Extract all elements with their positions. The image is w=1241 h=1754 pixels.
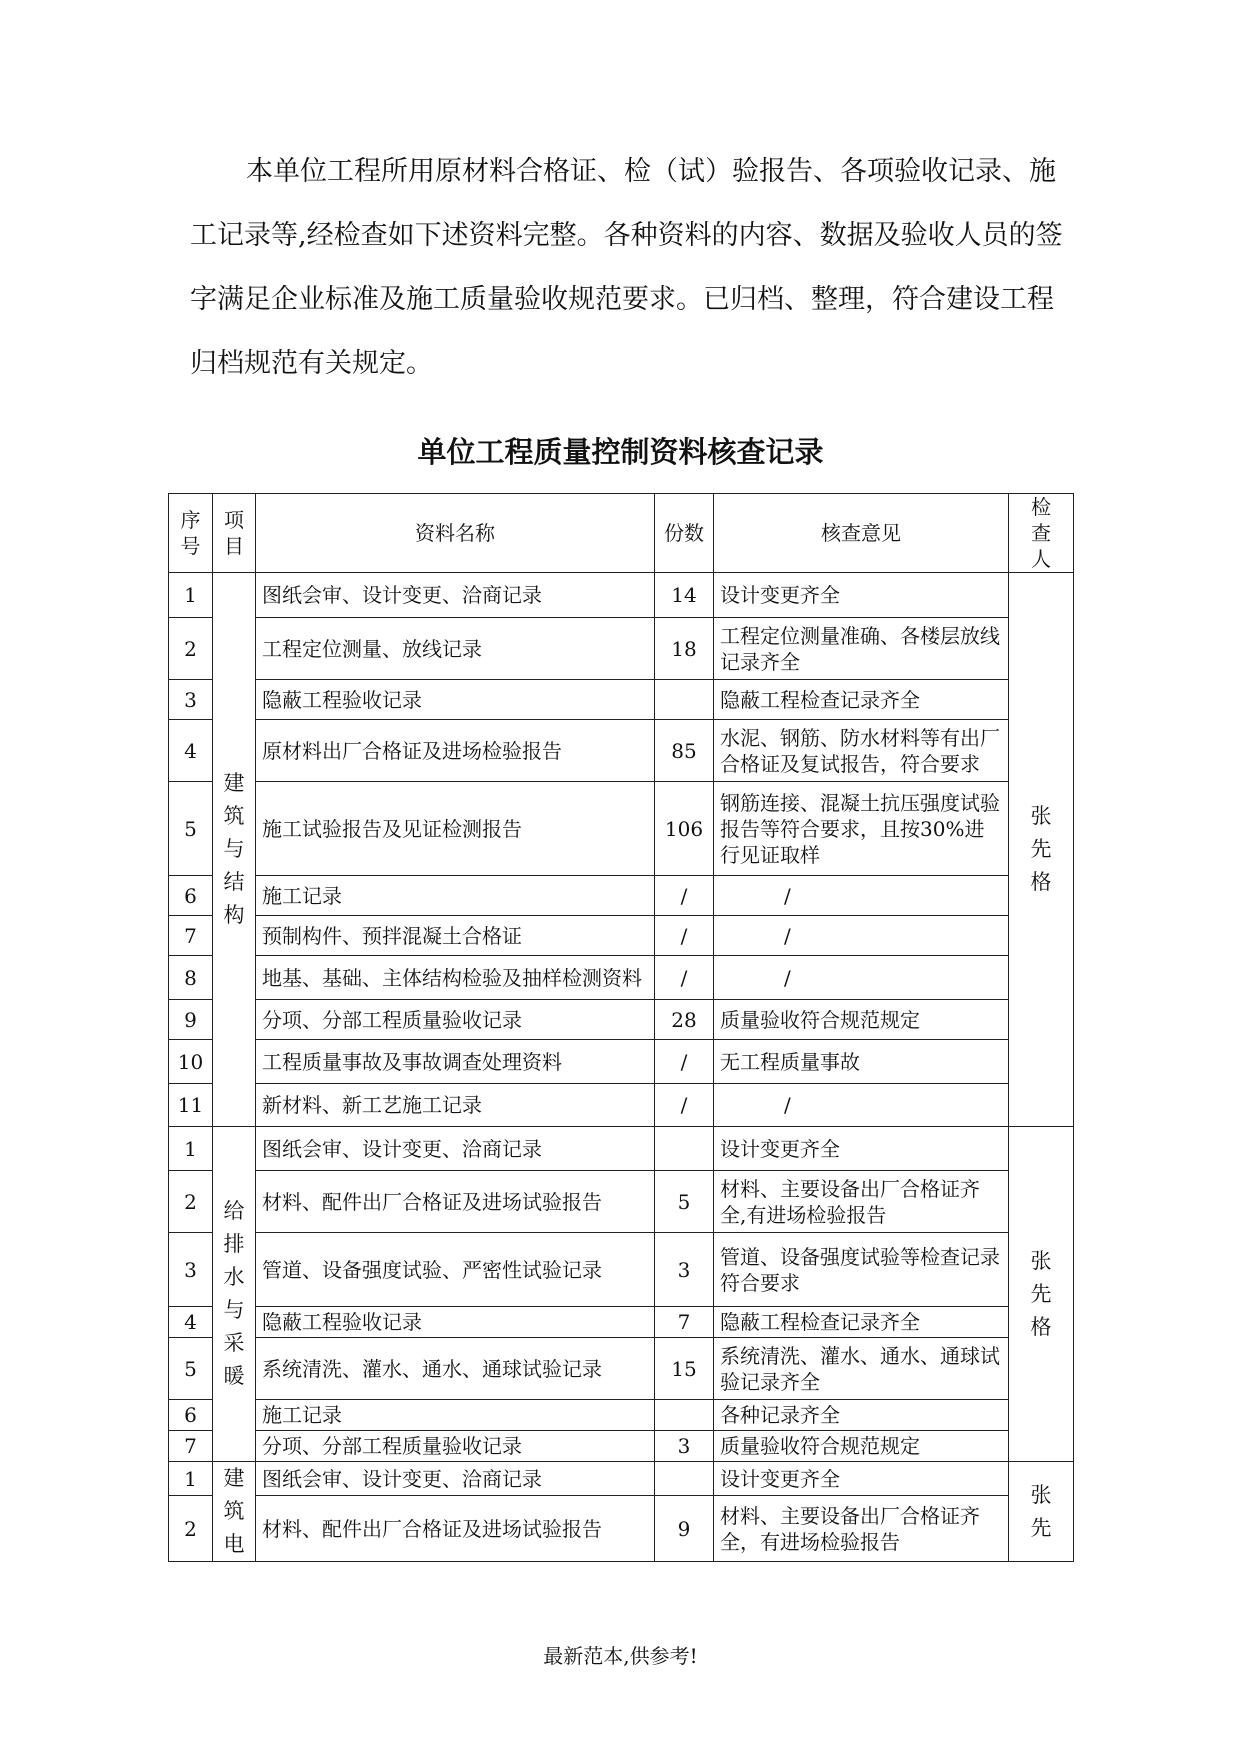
- copy-count: /: [655, 876, 714, 916]
- copy-count: 28: [655, 1000, 714, 1040]
- group-item-label: 建 筑 电: [223, 1466, 245, 1556]
- row-no: 2: [169, 1496, 213, 1562]
- check-opinion: 设计变更齐全: [714, 1462, 1009, 1496]
- check-opinion: 工程定位测量准确、各楼层放线记录齐全: [714, 618, 1009, 680]
- group-checker-label: 张 先: [1030, 1482, 1052, 1540]
- document-name: 隐蔽工程验收记录: [256, 680, 655, 720]
- copy-count: 3: [655, 1431, 714, 1462]
- copy-count: [655, 680, 714, 720]
- document-name: 工程质量事故及事故调查处理资料: [256, 1040, 655, 1084]
- document-name: 图纸会审、设计变更、洽商记录: [256, 573, 655, 618]
- copy-count: /: [655, 1084, 714, 1127]
- document-name: 施工记录: [256, 1400, 655, 1431]
- table-row: [169, 1127, 1074, 1171]
- table-row: [169, 1233, 1074, 1307]
- table-row: [169, 618, 1074, 680]
- document-name: 原材料出厂合格证及进场检验报告: [256, 720, 655, 782]
- header-checker: 检 查 人: [1009, 494, 1074, 573]
- group-item: [213, 573, 256, 1127]
- row-no: 10: [169, 1040, 213, 1084]
- table-row: [169, 782, 1074, 876]
- table-row: [169, 1400, 1074, 1431]
- table-row: [169, 876, 1074, 916]
- copy-count: /: [655, 1040, 714, 1084]
- check-opinion: /: [714, 916, 1009, 956]
- table-row: [169, 1462, 1074, 1496]
- document-name: 图纸会审、设计变更、洽商记录: [256, 1462, 655, 1496]
- table-row: [169, 1338, 1074, 1400]
- check-opinion: 设计变更齐全: [714, 573, 1009, 618]
- table-row: [169, 1084, 1074, 1127]
- copy-count: /: [655, 956, 714, 1000]
- document-name: 地基、基础、主体结构检验及抽样检测资料: [256, 956, 655, 1000]
- row-no: 3: [169, 1233, 213, 1307]
- check-opinion: 各种记录齐全: [714, 1400, 1009, 1431]
- row-no: 8: [169, 956, 213, 1000]
- table-row: [169, 1040, 1074, 1084]
- table-row: [169, 956, 1074, 1000]
- check-opinion: 钢筋连接、混凝土抗压强度试验报告等符合要求，且按30%进行见证取样: [714, 782, 1009, 876]
- check-opinion: 隐蔽工程检查记录齐全: [714, 680, 1009, 720]
- row-no: 1: [169, 1127, 213, 1171]
- check-opinion: 质量验收符合规范规定: [714, 1431, 1009, 1462]
- document-name: 预制构件、预拌混凝土合格证: [256, 916, 655, 956]
- group-checker-label: 张 先 格: [1030, 804, 1052, 894]
- header-no: 序 号: [169, 494, 213, 573]
- document-name: 图纸会审、设计变更、洽商记录: [256, 1127, 655, 1171]
- check-opinion: 材料、主要设备出厂合格证齐全,有进场检验报告: [714, 1171, 1009, 1233]
- document-name: 施工试验报告及见证检测报告: [256, 782, 655, 876]
- document-name: 系统清洗、灌水、通水、通球试验记录: [256, 1338, 655, 1400]
- copy-count: /: [655, 916, 714, 956]
- row-no: 2: [169, 1171, 213, 1233]
- copy-count: 85: [655, 720, 714, 782]
- row-no: 7: [169, 1431, 213, 1462]
- copy-count: [655, 1127, 714, 1171]
- table-row: [169, 720, 1074, 782]
- check-opinion: 无工程质量事故: [714, 1040, 1009, 1084]
- document-name: 隐蔽工程验收记录: [256, 1307, 655, 1338]
- row-no: 3: [169, 680, 213, 720]
- copy-count: 18: [655, 618, 714, 680]
- row-no: 11: [169, 1084, 213, 1127]
- copy-count: 3: [655, 1233, 714, 1307]
- copy-count: [655, 1462, 714, 1496]
- table-row: [169, 680, 1074, 720]
- document-name: 材料、配件出厂合格证及进场试验报告: [256, 1496, 655, 1562]
- check-opinion: 质量验收符合规范规定: [714, 1000, 1009, 1040]
- row-no: 1: [169, 573, 213, 618]
- header-name: 资料名称: [256, 494, 655, 573]
- table-row: [169, 1307, 1074, 1338]
- intro-paragraph: 本单位工程所用原材料合格证、检（试）验报告、各项验收记录、施工记录等,经检查如下述资料完整。各种资料的内容、数据及验收人员的签字满足企业标准及施工质量验收规范要求。已归档、整理，符合建设工程归档规范有关规定。: [190, 156, 1063, 379]
- header-opinion: 核查意见: [714, 494, 1009, 573]
- group-item: [213, 1462, 256, 1562]
- group-item: [213, 1127, 256, 1462]
- check-opinion: 材料、主要设备出厂合格证齐全，有进场检验报告: [714, 1496, 1009, 1562]
- check-opinion: 管道、设备强度试验等检查记录符合要求: [714, 1233, 1009, 1307]
- header-count: 份数: [655, 494, 714, 573]
- group-checker-label: 张 先 格: [1030, 1248, 1052, 1339]
- document-name: 管道、设备强度试验、严密性试验记录: [256, 1233, 655, 1307]
- table-row: [169, 1000, 1074, 1040]
- document-name: 材料、配件出厂合格证及进场试验报告: [256, 1171, 655, 1233]
- row-no: 5: [169, 782, 213, 876]
- group-checker: [1009, 573, 1074, 1127]
- table-row: [169, 1496, 1074, 1562]
- copy-count: 106: [655, 782, 714, 876]
- check-opinion: 设计变更齐全: [714, 1127, 1009, 1171]
- row-no: 2: [169, 618, 213, 680]
- group-checker: [1009, 1127, 1074, 1462]
- copy-count: 9: [655, 1496, 714, 1562]
- check-opinion: /: [714, 956, 1009, 1000]
- copy-count: 15: [655, 1338, 714, 1400]
- table-row: [169, 1431, 1074, 1462]
- row-no: 1: [169, 1462, 213, 1496]
- header-row: [169, 494, 1074, 573]
- check-opinion: /: [714, 876, 1009, 916]
- row-no: 6: [169, 1400, 213, 1431]
- document-name: 施工记录: [256, 876, 655, 916]
- table-row: [169, 1171, 1074, 1233]
- check-opinion: 系统清洗、灌水、通水、通球试验记录齐全: [714, 1338, 1009, 1400]
- document-name: 分项、分部工程质量验收记录: [256, 1431, 655, 1462]
- row-no: 9: [169, 1000, 213, 1040]
- row-no: 5: [169, 1338, 213, 1400]
- document-name: 分项、分部工程质量验收记录: [256, 1000, 655, 1040]
- table-title: 单位工程质量控制资料核查记录: [417, 435, 824, 469]
- check-opinion: 水泥、钢筋、防水材料等有出厂合格证及复试报告，符合要求: [714, 720, 1009, 782]
- group-checker: [1009, 1462, 1074, 1562]
- document-name: 工程定位测量、放线记录: [256, 618, 655, 680]
- group-item-label: 建 筑 与 结 构: [223, 771, 245, 927]
- header-item: 项 目: [213, 494, 256, 573]
- copy-count: 5: [655, 1171, 714, 1233]
- check-opinion: /: [714, 1084, 1009, 1127]
- row-no: 6: [169, 876, 213, 916]
- document-name: 新材料、新工艺施工记录: [256, 1084, 655, 1127]
- row-no: 7: [169, 916, 213, 956]
- copy-count: 7: [655, 1307, 714, 1338]
- group-item-label: 给 排 水 与 采 暖: [223, 1199, 245, 1388]
- record-table: [168, 493, 1074, 1562]
- row-no: 4: [169, 1307, 213, 1338]
- copy-count: [655, 1400, 714, 1431]
- footer-note: 最新范本,供参考!: [543, 1644, 698, 1668]
- check-opinion: 隐蔽工程检查记录齐全: [714, 1307, 1009, 1338]
- row-no: 4: [169, 720, 213, 782]
- table-row: [169, 573, 1074, 618]
- table-row: [169, 916, 1074, 956]
- copy-count: 14: [655, 573, 714, 618]
